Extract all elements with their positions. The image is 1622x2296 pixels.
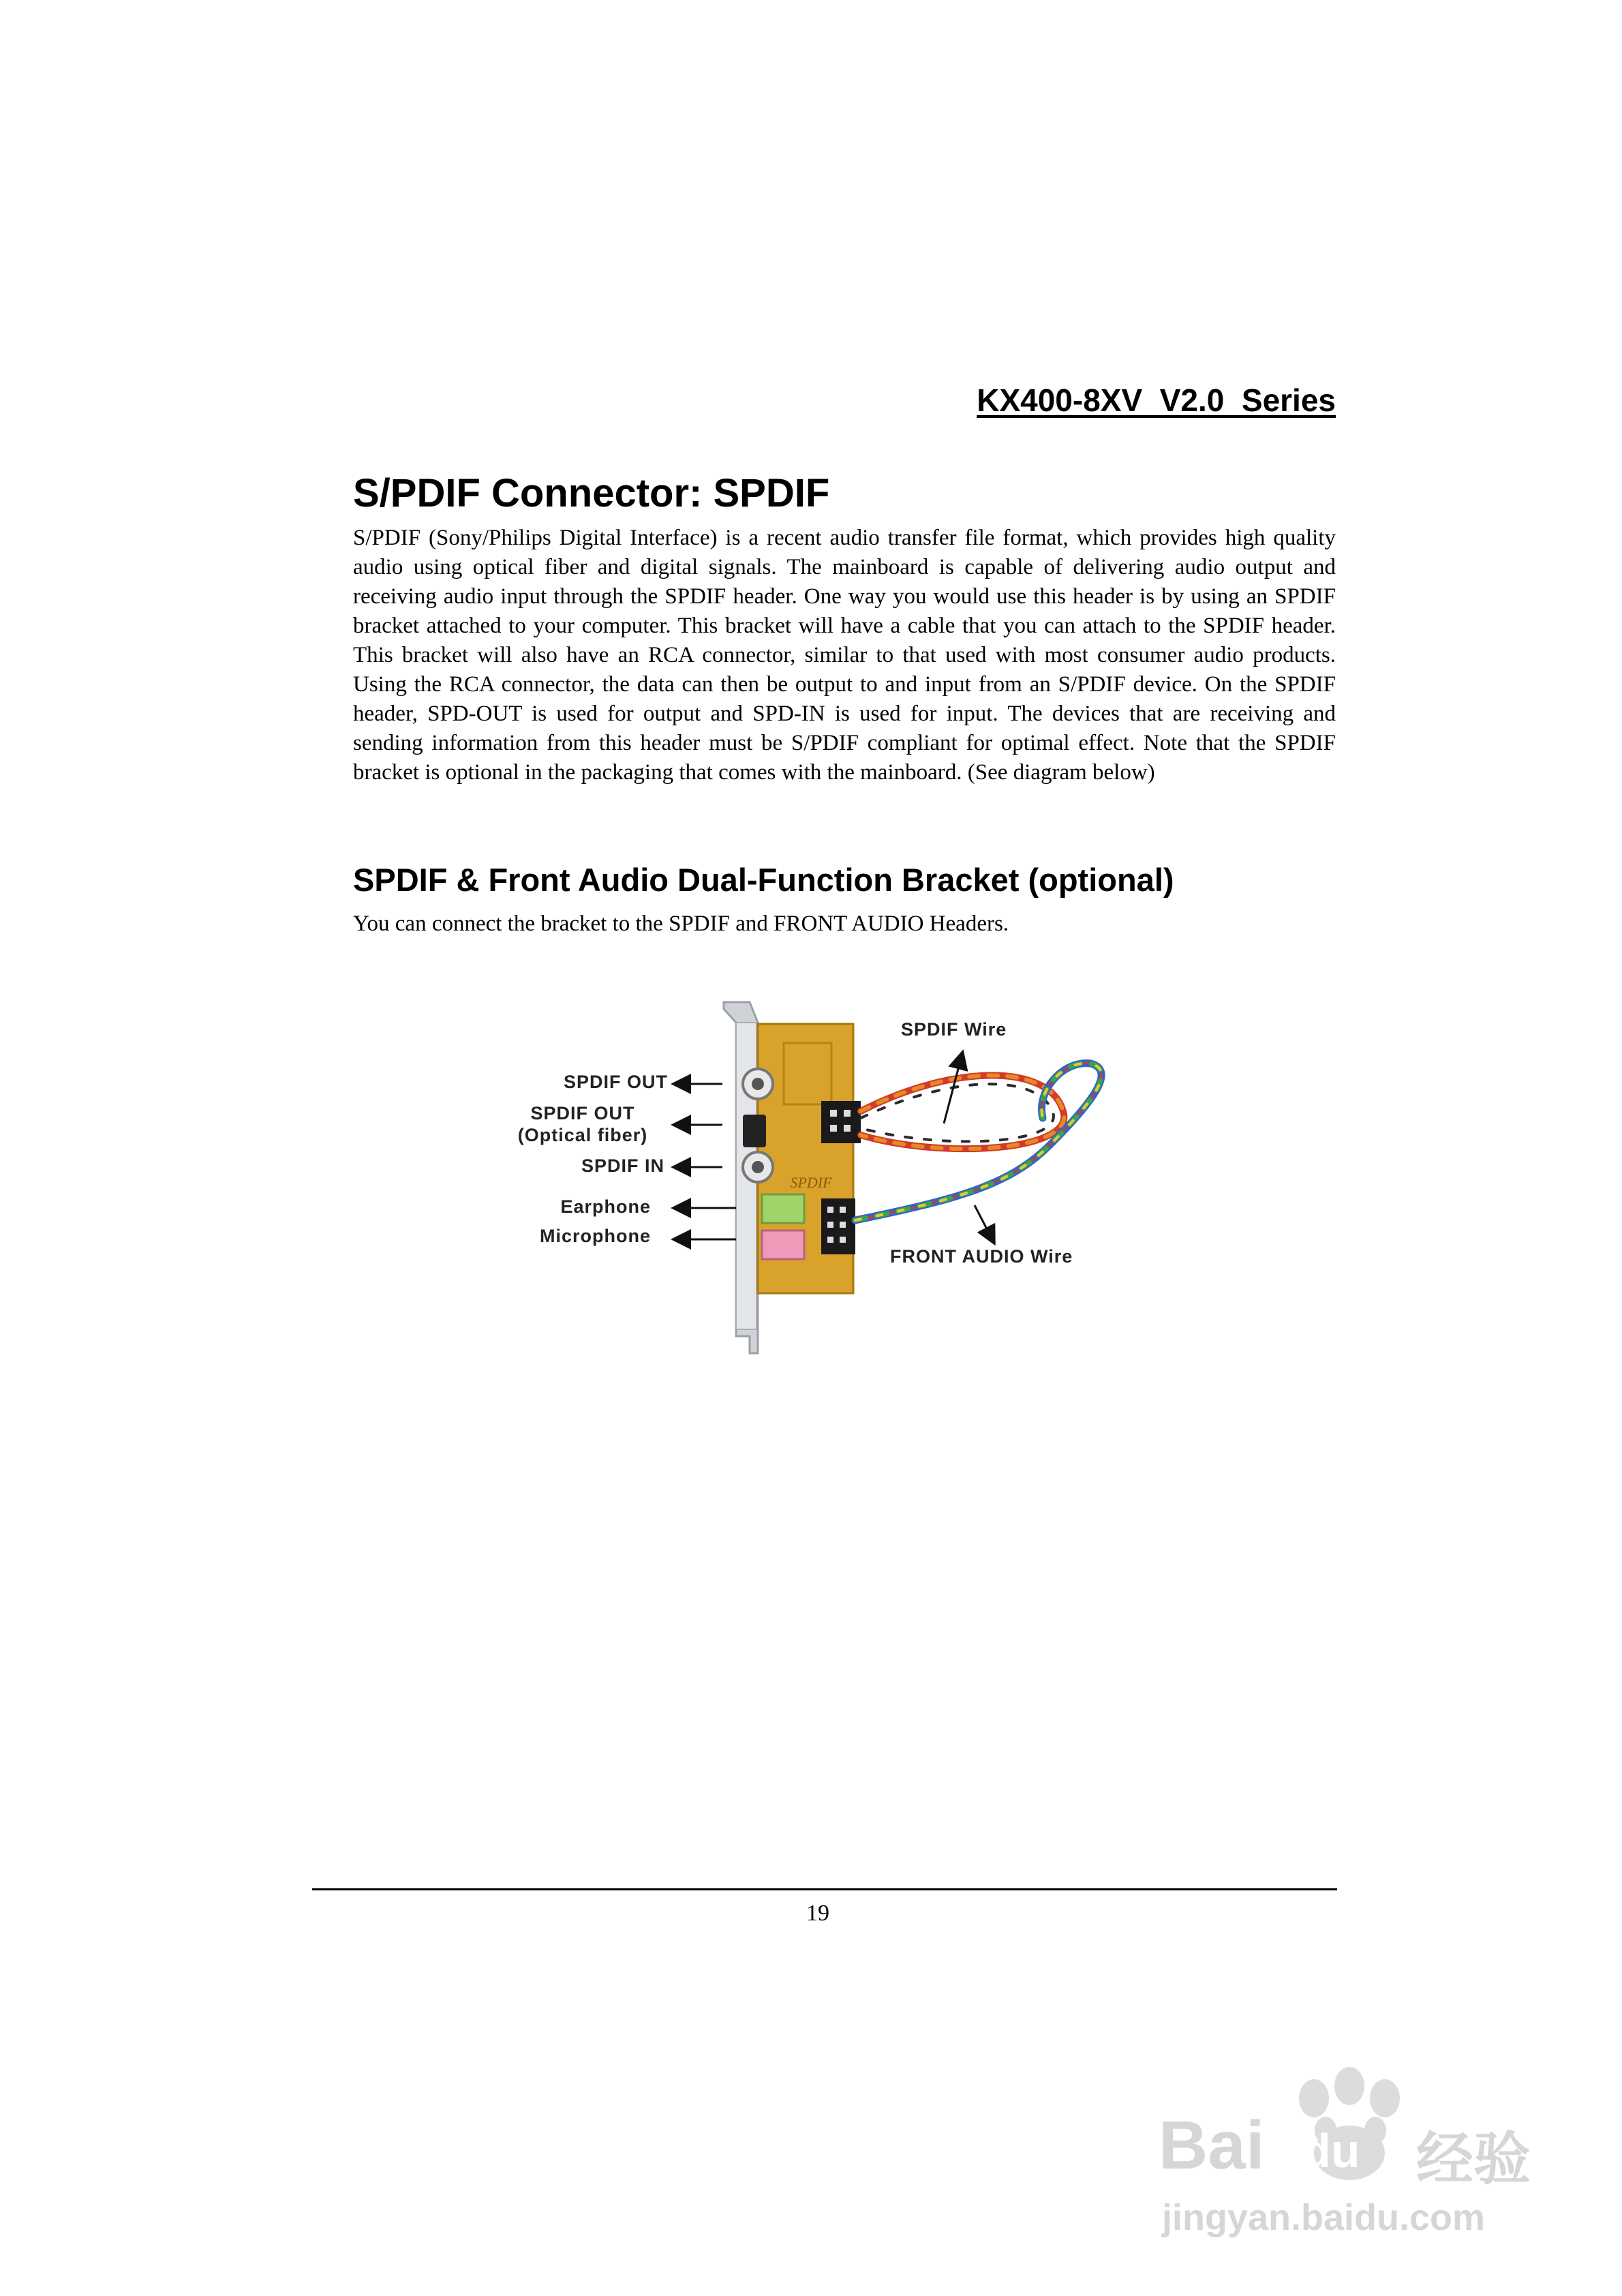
section-intro-bracket: You can connect the bracket to the SPDIF and FRONT AUDIO Headers. xyxy=(353,911,1009,936)
watermark-brand: Bai xyxy=(1159,2107,1265,2184)
page-number: 19 xyxy=(806,1901,829,1926)
label-spdif-out-optical-line1: SPDIF OUT xyxy=(530,1103,635,1123)
watermark-brand-suffix: du xyxy=(1302,2124,1360,2177)
watermark-url: jingyan.baidu.com xyxy=(1162,2197,1486,2238)
label-earphone: Earphone xyxy=(560,1196,651,1217)
watermark-cn: 经验 xyxy=(1416,2127,1531,2191)
label-spdif-wire: SPDIF Wire xyxy=(901,1019,1007,1040)
label-spdif-in: SPDIF IN xyxy=(581,1155,664,1176)
label-spdif-out: SPDIF OUT xyxy=(563,1072,668,1092)
label-microphone: Microphone xyxy=(540,1226,651,1246)
label-front-audio-wire: FRONT AUDIO Wire xyxy=(890,1246,1073,1267)
series-header: KX400-8XV V2.0 Series xyxy=(977,382,1336,418)
section-body-spdif: S/PDIF (Sony/Philips Digital Interface) is a recent audio transfer file format, which provides high quality audio using optical fiber and digital signals. The mainboard is capable of delivering audio output and receiving audio input through the SPDIF header. One way you would use this header is by using an SPDIF bracket attached to your computer. This bracket will have a cable that you can attach to the SPDIF header. This bracket will also have an RCA connector, similar to that used with most consumer audio products. Using the RCA connector, the data can then be output to and input from an S/PDIF device. On the SPDIF header, SPD-OUT is used for output and SPD-IN is used for input. The devices that are receiving and sending information from this header must be S/PDIF compliant for optimal effect. Note that the SPDIF bracket is optional in the packaging that comes with the mainboard. (See diagram below) xyxy=(353,526,1336,785)
section-title-bracket: SPDIF & Front Audio Dual-Function Bracket (optional) xyxy=(353,862,1174,898)
pcb-label: SPDIF xyxy=(790,1174,832,1191)
label-spdif-out-optical-line2: (Optical fiber) xyxy=(517,1125,648,1145)
section-title-spdif: S/PDIF Connector: SPDIF xyxy=(353,471,830,515)
